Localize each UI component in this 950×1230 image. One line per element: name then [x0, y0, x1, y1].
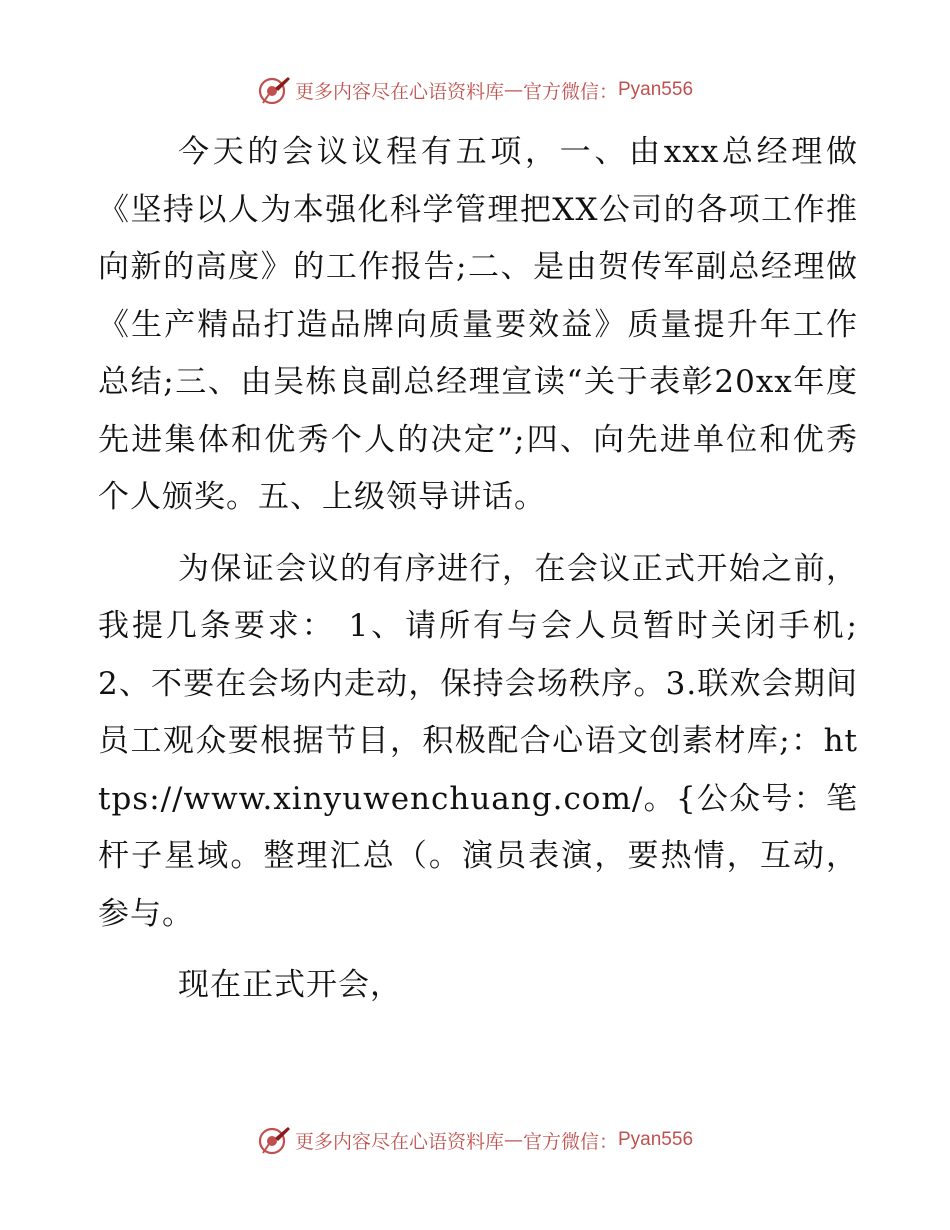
banner-official: 官方微信：	[522, 1130, 618, 1153]
banner-text: 更多内容尽在心语资料库	[294, 1130, 504, 1153]
paragraph-requirements: 为保证会议的有序进行，在会议正式开始之前，我提几条要求： 1、请所有与会人员暂时关闭手机; 2、不要在会场内走动，保持会场秩序。3.联欢会期间员工观众要根据节目，积极配合心语文创素材库;：https://www.xinyuwenchuang.com/。{公众号：笔杆子星域。整理汇总（。演员表演，要热情，互动，参与。	[98, 550, 858, 932]
banner-text: 更多内容尽在心语资料库	[294, 80, 504, 103]
banner-dash: —	[503, 1129, 523, 1151]
banner-official: 官方微信：	[522, 80, 618, 103]
header-watermark	[0, 72, 950, 108]
banner-wechat-id: Pyan556	[618, 79, 694, 100]
paragraph-agenda: 今天的会议议程有五项，一、由xxx总经理做《坚持以人为本强化科学管理把XX公司的各项工作推向新的高度》的工作报告;二、是由贺传军副总经理做《生产精品打造品牌向质量要效益》质量提升年工作总结;三、由吴栋良副总经理宣读“关于表彰20xx年度先进集体和优秀个人的决定”;四、向先进单位和优秀个人颁奖。五、上级领导讲话。	[98, 134, 858, 515]
document-body	[98, 124, 858, 1015]
pen-logo-icon	[257, 1123, 291, 1157]
pen-logo-icon	[257, 73, 291, 107]
banner-dash: —	[503, 79, 523, 101]
footer-watermark	[0, 1122, 950, 1158]
paragraph-opening: 现在正式开会，	[178, 967, 402, 1003]
banner-wechat-id: Pyan556	[618, 1129, 694, 1150]
